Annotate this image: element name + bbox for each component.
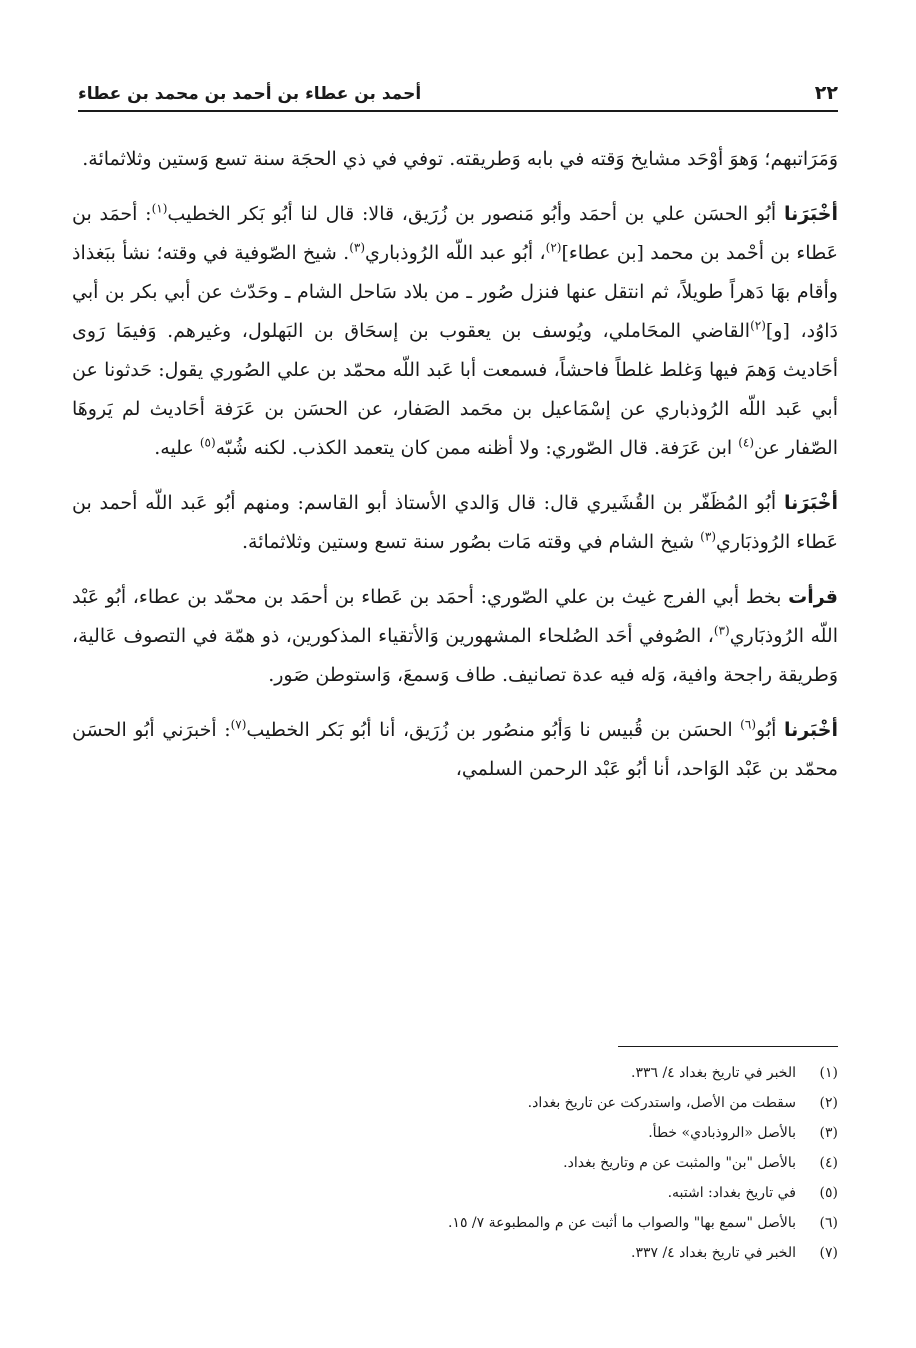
footnote-text: سقطت من الأصل، واستدركت عن تاريخ بغداد. — [527, 1095, 796, 1111]
footnote-reference: (٦) — [740, 717, 756, 732]
text-segment: عليه. — [154, 437, 200, 459]
paragraph-lead-word: قرأت — [788, 586, 838, 608]
text-segment: وَمَرَاتبهم؛ وَهوَ أوْحَد مشايخ وَقته في بابه وَطريقته. توفي في ذي الحجَة سنة تسع وَستين وثلاثمائة. — [82, 148, 838, 170]
text-segment: شيخ الشام في وقته مَات بصُور سنة تسع وستين وثلاثمائة. — [241, 531, 701, 553]
text-segment: ، الصُوفي أحَد الصُلحاء المشهورين وَالأتقياء المذكورين، ذو همّة في التصوف عَالية، وَطريقة راجحة وافية، وَله فيه عدة تصانيف. طاف وَسمعَ، وَاستوطن صَور. — [72, 625, 838, 686]
footnote-reference: (٣) — [700, 529, 716, 544]
footnote — [78, 1208, 838, 1238]
paragraph-lead-word: أخْبَرَنا — [783, 492, 838, 514]
text-segment: القاضي المحَاملي، ويُوسف بن يعقوب بن إسحَاق بن البَهلول، وغيرهم. وَفيمَا رَوى أحَاديث وَهمَ فيها وَغلط غلطاً فاحشاً، فسمعت أبا عَبد اللّه محمّد بن علي الصُوري يقول: حَدثونا عن أبي عَبد اللّه الرُوذباري عن إسْمَاعيل بن محَمد الصَفار، عن الحسَن بن عَرَفة أحَاديث لم يَروهَا الصّفار عن — [72, 320, 838, 459]
text-segment: ، أبُو عبد اللّه الرُوذباري — [365, 242, 546, 264]
footnote-text: الخبر في تاريخ بغداد ٤/ ٣٣٧. — [630, 1245, 796, 1261]
footnote-reference: (٥) — [199, 435, 216, 450]
text-segment: الحسَن بن قُبيس نا وَأبُو منصُور بن زُرَيق، أنا أبُو بَكر الخطيب — [246, 719, 741, 741]
footnotes — [78, 1058, 838, 1268]
footnote-reference: (٣) — [349, 240, 366, 255]
footnote-reference: (١) — [151, 201, 168, 216]
text-segment: . شيخ الصّوفية في وقته؛ نشأ ببَغذاذ وأقام بهَا دَهراً طويلاً، ثم انتقل عنها فنزل صُور ـ من بلاد سَاحل الشام ـ وحَدّث عن أبي بكر بن أبي دَاوُد، [و] — [72, 242, 838, 342]
footnote-text: الخبر في تاريخ بغداد ٤/ ٣٣٦. — [630, 1065, 796, 1081]
footnote-text: في تاريخ بغداد: اشتبه. — [667, 1185, 796, 1201]
page-number: ٢٢ — [814, 82, 838, 104]
footnote-divider — [618, 1046, 838, 1047]
footnote-text: بالأصل "بن" والمثبت عن م وتاريخ بغداد. — [563, 1155, 796, 1171]
footnote-reference: (٣) — [713, 623, 730, 638]
text-segment: : أحمَد بن عَطاء بن أحْمد بن محمد [بن عطاء] — [72, 203, 838, 264]
footnote-number: (٤) — [819, 1155, 838, 1171]
footnote — [78, 1088, 838, 1118]
footnote-reference: (٧) — [230, 717, 247, 732]
footnote-number: (٥) — [819, 1185, 838, 1201]
paragraph — [72, 578, 838, 695]
footnote-text: بالأصل «الروذبادي» خطأ. — [648, 1125, 796, 1141]
footnote-number: (٢) — [819, 1095, 838, 1111]
paragraph — [72, 711, 838, 789]
paragraph — [72, 140, 838, 179]
footnote — [78, 1238, 838, 1268]
footnote-reference: (٤) — [738, 435, 755, 450]
footnote-number: (١) — [819, 1065, 838, 1081]
text-segment: بخط أبي الفرج غيث بن علي الصّوري: أحمَد بن عَطاء بن أحمَد بن محمّد بن عطاء، أبُو عَبْد اللّه الرُوذبَاري — [72, 586, 838, 647]
footnote-number: (٧) — [819, 1245, 838, 1261]
page-header — [78, 72, 838, 112]
paragraph-lead-word: أخْبَرَنا — [783, 203, 839, 225]
footnote-reference: (٢) — [545, 240, 562, 255]
footnote — [78, 1058, 838, 1088]
paragraph — [72, 195, 838, 468]
text-segment: أبُو الحسَن علي بن أحمَد وأبُو مَنصور بن زُرَيق، قالا: قال لنا أبُو بَكر الخطيب — [167, 203, 784, 225]
footnote — [78, 1178, 838, 1208]
running-title: أحمد بن عطاء بن أحمد بن محمد بن عطاء — [78, 84, 422, 104]
main-text — [72, 140, 838, 805]
text-segment: أبُو — [756, 719, 784, 741]
footnote — [78, 1148, 838, 1178]
text-segment: : أخبرَني أبُو الحسَن محمّد بن عَبْد الوَاحد، أنا أبُو عَبْد الرحمن السلمي، — [72, 719, 838, 780]
paragraph — [72, 484, 838, 562]
footnote-number: (٦) — [819, 1215, 838, 1231]
text-segment: ابن عَرَفة. قال الصّوري: ولا أظنه ممن كان يتعمد الكذب. لكنه شُبّه — [215, 437, 739, 459]
paragraph-lead-word: أخْبَرنا — [783, 719, 839, 741]
footnote-text: بالأصل "سمع بها" والصواب ما أثبت عن م والمطبوعة ٧/ ١٥. — [447, 1215, 796, 1231]
text-segment: أبُو المُظَفّر بن القُشَيري قال: قال وَالدي الأستاذ أبو القاسم: ومنهم أبُو عَبد اللّه أحمد بن عَطاء الرُوذبَاري — [72, 492, 838, 553]
footnote — [78, 1118, 838, 1148]
footnote-number: (٣) — [819, 1125, 838, 1141]
footnote-reference: (٢) — [750, 318, 766, 333]
